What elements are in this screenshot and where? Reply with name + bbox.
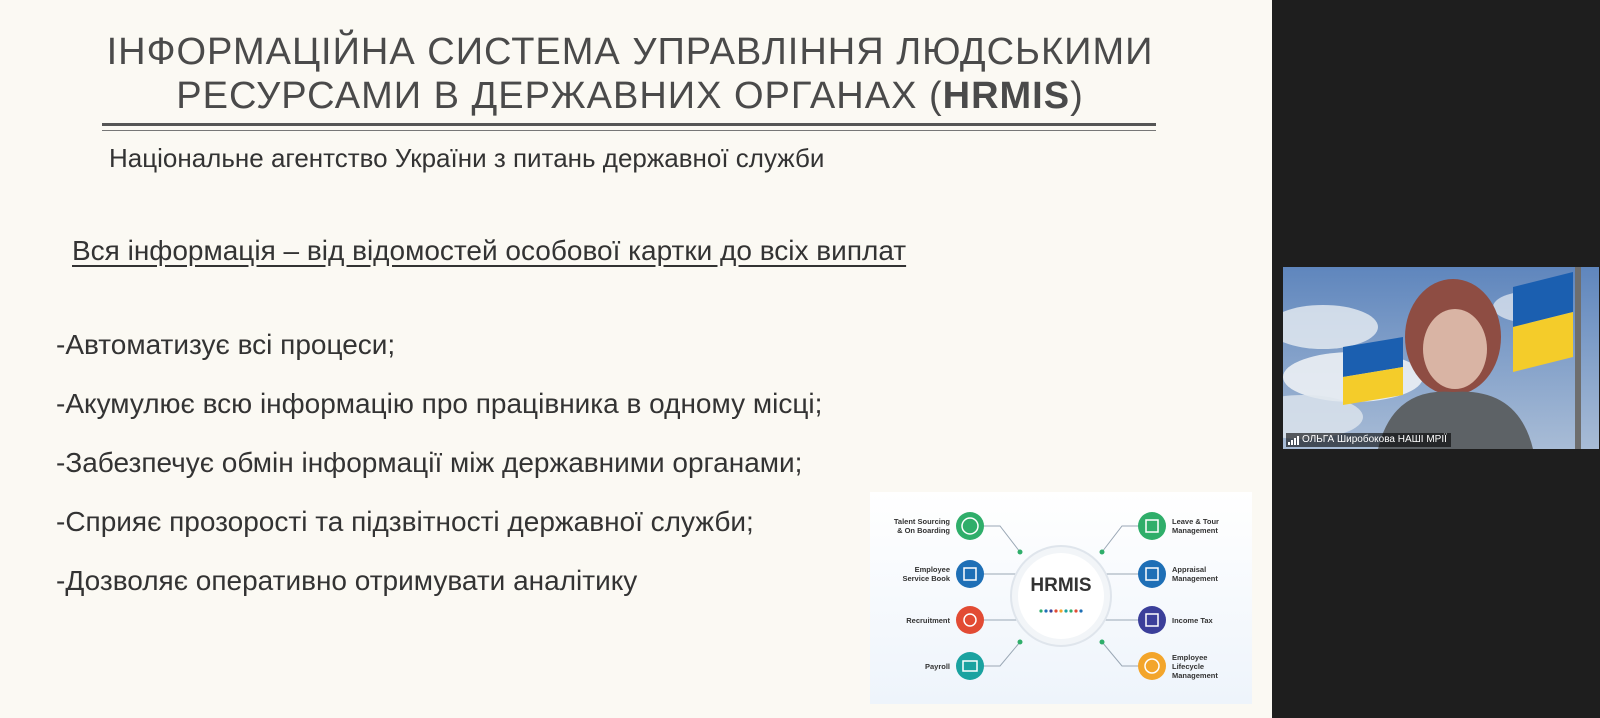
diagram-label-talent-sourcing: Talent Sourcing & On Boarding — [893, 517, 950, 535]
hrmis-center-label: HRMIS — [1030, 575, 1092, 596]
diagram-label-payroll: Payroll — [924, 662, 950, 671]
hrmis-diagram — [870, 492, 1252, 704]
participant-video-feed — [1283, 267, 1599, 449]
bullet-item: -Акумулює всю інформацію про працівника в одному місці; — [56, 388, 823, 419]
diagram-label-employee-service-book: Employee Service Book — [902, 565, 950, 583]
bullet-list — [56, 328, 822, 623]
slide-title: ІНФОРМАЦІЙНА СИСТЕМА УПРАВЛІННЯ ЛЮДСЬКИМИ РЕСУРСАМИ В ДЕРЖАВНИХ ОРГАНАХ (HRMIS) — [106, 31, 1154, 117]
bullet-item: -Дозволяє оперативно отримувати аналітику — [56, 565, 638, 596]
participant-video-tile[interactable] — [1283, 267, 1599, 449]
diagram-label-appraisal: Appraisal Management — [1172, 565, 1218, 583]
diagram-label-employee-lifecycle: Employee Lifecycle Management — [1172, 653, 1218, 680]
bullet-item: -Забезпечує обмін інформації між державними органами; — [56, 447, 803, 478]
slide-subtitle: Національне агентство України з питань державної служби — [109, 143, 825, 173]
title-divider-thin — [102, 130, 1156, 131]
participant-name-label: ОЛЬГА Широбокова НАШІ МРІЇ — [1286, 433, 1451, 447]
diagram-label-leave-tour: Leave & Tour Management — [1172, 517, 1219, 535]
signal-strength-icon — [1288, 436, 1299, 445]
title-divider — [102, 123, 1156, 126]
diagram-label-income-tax: Income Tax — [1172, 616, 1213, 625]
slide-headline: Вся інформація – від відомостей особової картки до всіх виплат — [72, 235, 907, 266]
bullet-item: -Сприяє прозорості та підзвітності державної служби; — [56, 506, 754, 537]
diagram-label-recruitment: Recruitment — [906, 616, 950, 625]
bullet-item: -Автоматизує всі процеси; — [56, 329, 396, 360]
